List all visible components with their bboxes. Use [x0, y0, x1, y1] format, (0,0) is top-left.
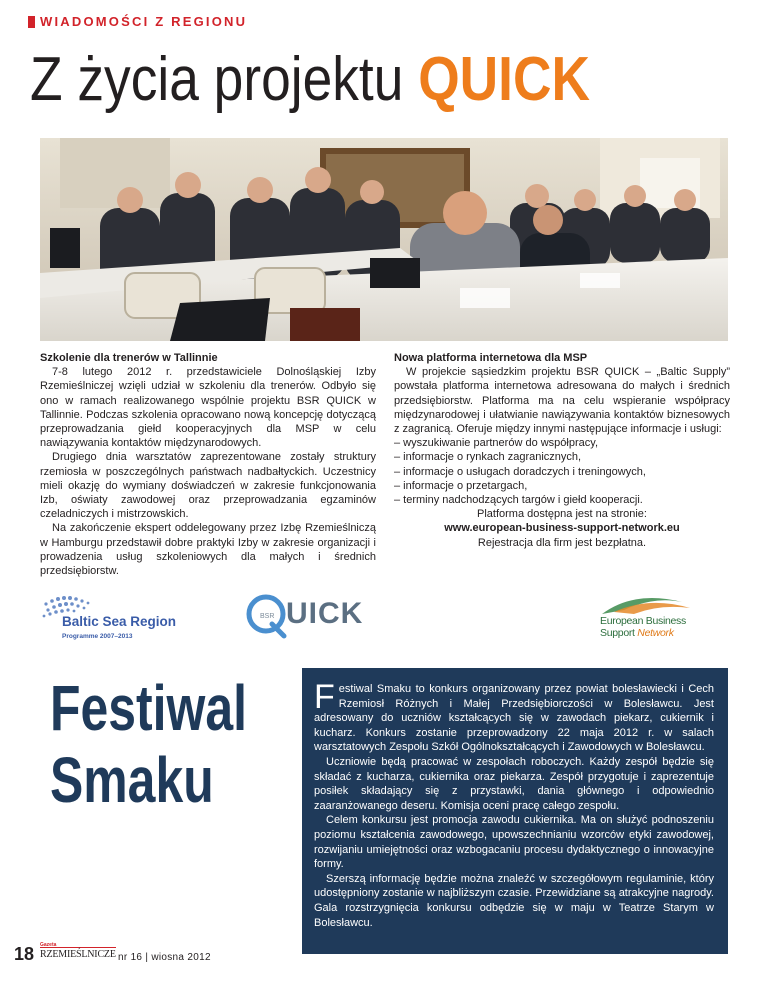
page-title [30, 44, 590, 116]
festival-paragraph-1: estiwal Smaku to konkurs organizowany przez powiat bolesławiecki i Cech Rzemiosł Różnych i Małej Przedsiębiorczości w Bolesławcu. Jest adresowany do uczniów kształcących się w zawodach piekarz, cukiernik i kucharz. Konkurs zostanie przeprowadzony 22 maja 2012 r. w salach warsztatowych Zespołu Szkół Ogólnokształcących i Zawodowych w Bolesławcu. [314, 683, 714, 754]
services-list [394, 436, 730, 507]
section-label: WIADOMOŚCI Z REGIONU [40, 14, 248, 29]
page-number: 18 [14, 944, 35, 964]
festival-article [302, 668, 728, 954]
ebsn-network: Network [637, 627, 674, 639]
registration-note: Rejestracja dla firm jest bezpłatna. [477, 536, 647, 549]
paragraph: Drugiego dnia warsztatów zaprezentowane zostały struktury rzemiosła w poszczególnych państwach nadbałtyckich. Uczestnicy mieli okazję do wymiany doświadczeń w zakresie funkcjonowania Izb, oświaty zawodowej oraz przeprowadzania egzaminów czeladniczych i mistrzowskich. [40, 451, 376, 521]
quick-text: UICK [286, 597, 364, 630]
list-item: – informacje o przetargach, [394, 479, 528, 492]
paragraph: W projekcie sąsiedzkim projektu BSR QUICK – „Baltic Supply” powstała platforma internetowa adresowana do małych i średnich przedsiębiorstw. Platforma ma na celu wspieranie współpracy międzynarodowej i ułatwianie nawiązywania kontaktów biznesowych z zagranicą. Oferuje między innymi następujące informacje i usługi: [394, 366, 730, 436]
issue-info: nr 16 | wiosna 2012 [118, 952, 211, 963]
list-item: – informacje o rynkach zagranicznych, [394, 451, 582, 464]
svg-text:BSR: BSR [260, 613, 275, 620]
section-marker [28, 16, 35, 28]
magazine-top: Gazeta [40, 942, 57, 948]
quick-logo [246, 588, 370, 646]
article-platform [394, 351, 730, 550]
ebsn-line1: European Business [600, 615, 686, 627]
paragraph: Uczniowie będą pracować w zespołach roboczych. Każdy zespół będzie się składać z kucharza, cukiernika oraz piekarza. Zespół przygotuje i zaprezentuje posiłek składający się z przystawki, dania głównego i odpowiednio zaaranżowanego deseru. Komisja oceni pracę całego zespołu. [314, 755, 714, 812]
list-item: – wyszukiwanie partnerów do współpracy, [394, 437, 598, 450]
paragraph [314, 678, 714, 755]
ebsn-logo [594, 592, 712, 642]
ebsn-line2 [600, 627, 674, 639]
festival-title [50, 672, 247, 816]
baltic-sea-region-logo [40, 590, 205, 646]
bsr-subtitle: Programme 2007–2013 [62, 633, 133, 640]
festival-title-line1: Festiwal [50, 672, 247, 744]
magazine-logo [40, 942, 116, 966]
drop-cap: F [314, 678, 335, 716]
paragraph: Na zakończenie ekspert oddelegowany przez Izbę Rzemieślniczą w Hamburgu przedstawił dobre praktyki Izby w zakresie organizacji i prowadzenia usług szkoleniowych dla małych i średnich przedsiębiorstw. [40, 522, 376, 578]
paragraph: Szerszą informację będzie można znaleźć w szczegółowym regulaminie, który udostępniony zostanie w najbliższym czasie. Przewidziane są atrakcyjne nagrody. Gala rozstrzygnięcia konkursu odbędzie się w maju w Teatrze Starym w Bolesławcu. [314, 872, 714, 929]
ebsn-support: Support [600, 627, 638, 639]
list-item: – informacje o usługach doradczych i treningowych, [394, 465, 646, 478]
article-training-heading: Szkolenie dla trenerów w Tallinnie [40, 352, 218, 364]
platform-line: Platforma dostępna jest na stronie: [477, 508, 647, 521]
title-accent: QUICK [418, 45, 591, 114]
paragraph: 7-8 lutego 2012 r. przedstawiciele Dolnośląskiej Izby Rzemieślniczej wzięli udział w szkoleniu dla trenerów. Odbyło się ono w ramach realizowanego wspólnie projektu BSR QUICK w Tallinnie. Podczas szkolenia opracowano nową koncepcję dotyczącą przeprowadzania giełd kooperacyjnych dla MSP w celu nawiązywania kontaktów międzynarodowych. [40, 366, 376, 450]
bsr-title: Baltic Sea Region [62, 614, 177, 629]
paragraph: Celem konkursu jest promocja zawodu cukiernika. Ma on służyć podnoszeniu poziomu kształcenia zawodowego, upowszechnianiu wzorców etyki zawodowej, rozwijaniu umiejętności oraz wzbogacaniu procesu dydaktycznego o innowacyjne formy. [314, 814, 714, 871]
article-platform-heading: Nowa platforma internetowa dla MSP [394, 352, 588, 364]
magazine-name: RZEMIEŚLNICZE [40, 949, 116, 960]
title-main: Z życia projektu [30, 45, 419, 114]
list-item: – terminy nadchodzących targów i giełd kooperacji. [394, 494, 643, 507]
conference-photo [40, 138, 728, 341]
article-training [40, 351, 376, 578]
festival-title-line2: Smaku [50, 744, 214, 816]
platform-url[interactable]: www.european-business-support-network.eu [444, 522, 680, 535]
